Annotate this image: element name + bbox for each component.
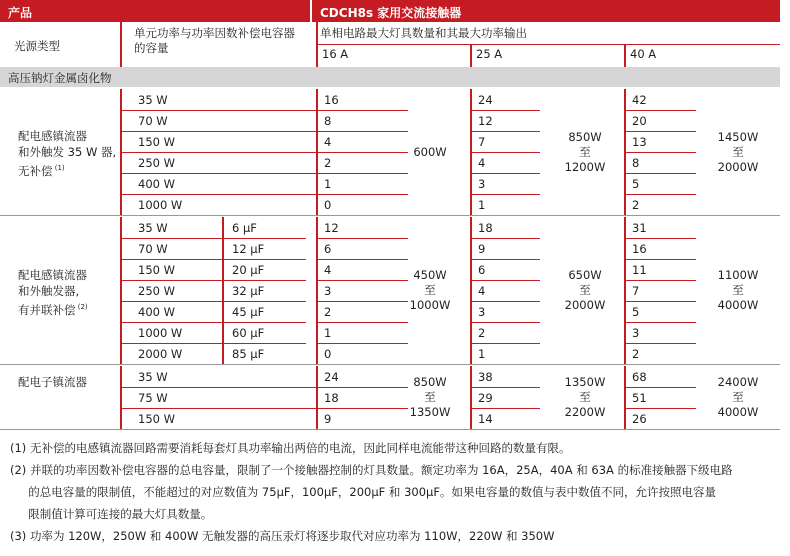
row-capacitance: 20 μF [232,263,265,277]
row-rule [316,259,408,260]
count-40a: 13 [632,135,647,149]
table-header [0,0,780,22]
row-rule [316,194,408,195]
count-25a: 1 [478,347,486,361]
count-25a: 18 [478,221,493,235]
count-40a: 42 [632,93,647,107]
row-rule [470,259,540,260]
row-capacitance: 85 μF [232,347,265,361]
count-40a: 20 [632,114,647,128]
row-capacitance: 60 μF [232,326,265,340]
count-25a: 3 [478,305,486,319]
row-wattage: 35 W [138,370,168,384]
count-25a: 4 [478,284,486,298]
row-rule [120,301,306,302]
count-25a: 12 [478,114,493,128]
count-16a: 24 [324,370,339,384]
power-range-40a: 1100W 至 4000W [717,268,759,312]
header-divider [310,0,312,22]
count-16a: 4 [324,135,332,149]
col-divider [316,217,318,364]
col-16a: 16 A [322,47,349,61]
row-wattage: 150 W [138,412,175,426]
row-wattage: 70 W [138,114,168,128]
row-rule [470,110,540,111]
power-range-25a: 650W 至 2000W [564,268,606,312]
count-25a: 4 [478,156,486,170]
group-separator [0,364,780,365]
row-rule [624,194,696,195]
row-wattage: 75 W [138,391,168,405]
row-rule [624,322,696,323]
max-output-label: 单相电路最大灯具数量和其最大功率输出 [320,26,527,40]
count-25a: 6 [478,263,486,277]
count-16a: 2 [324,305,332,319]
unit-power-label: 单元功率与功率因数补偿电容器的容量 [134,26,295,55]
row-rule [470,280,540,281]
count-25a: 14 [478,412,493,426]
row-rule [470,387,540,388]
row-rule [316,131,408,132]
row-rule [624,131,696,132]
count-40a: 16 [632,242,647,256]
count-40a: 7 [632,284,640,298]
lamp-type-label: 光源类型 [14,39,60,53]
row-rule [120,194,316,195]
row-rule [120,259,306,260]
row-rule [624,280,696,281]
count-16a: 1 [324,177,332,191]
row-rule [624,152,696,153]
row-rule [624,173,696,174]
count-40a: 51 [632,391,647,405]
section-row [0,67,780,87]
footnotes [10,437,780,547]
row-rule [120,152,316,153]
count-16a: 18 [324,391,339,405]
count-25a: 2 [478,326,486,340]
count-16a: 9 [324,412,332,426]
footnote-ref: (1) [52,164,65,172]
count-25a: 3 [478,177,486,191]
power-range-16a: 450W 至 1000W [409,268,451,312]
count-16a: 1 [324,326,332,340]
count-40a: 3 [632,326,640,340]
subheader-rule [316,44,780,45]
row-rule [120,238,306,239]
row-rule [470,322,540,323]
group-separator [0,429,780,430]
group-separator [0,215,780,216]
header-product: 产品 [8,6,33,20]
row-rule [624,110,696,111]
count-16a: 12 [324,221,339,235]
col-25a: 25 A [476,47,503,61]
col-divider [222,217,224,364]
header-contactor: CDCH8s 家用交流接触器 [320,6,462,20]
row-rule [316,173,408,174]
row-rule [316,238,408,239]
row-rule [120,110,316,111]
row-capacitance: 32 μF [232,284,265,298]
row-rule [470,408,540,409]
power-range-25a: 850W 至 1200W [564,129,606,174]
row-rule [120,131,316,132]
row-rule [624,301,696,302]
row-rule [120,387,316,388]
count-40a: 2 [632,347,640,361]
row-rule [470,343,540,344]
count-25a: 1 [478,198,486,212]
row-wattage: 150 W [138,135,175,149]
section-title: 高压钠灯金属卤化物 [8,71,112,85]
row-wattage: 1000 W [138,198,183,212]
row-capacitance: 45 μF [232,305,265,319]
group-label: 配电感镇流器 和外触发 35 W 器, 无补偿 $^{(1)}$ [18,129,117,178]
count-40a: 11 [632,263,647,277]
count-40a: 2 [632,198,640,212]
group-label: 配电感镇流器 和外触发器, 有并联补偿 $^{(2)}$ [18,267,88,317]
col-divider [120,217,122,364]
row-rule [470,131,540,132]
row-rule [120,408,316,409]
count-25a: 7 [478,135,486,149]
count-16a: 0 [324,198,332,212]
power-range-25a: 1350W 至 2200W [564,375,606,419]
power-range-40a: 1450W 至 2000W [717,129,759,174]
row-rule [624,238,696,239]
row-rule [470,173,540,174]
col-divider [470,44,472,67]
row-rule [120,343,306,344]
row-wattage: 1000 W [138,326,183,340]
col-divider [120,366,122,429]
group-label: 配电子镇流器 [18,374,87,389]
row-rule [470,238,540,239]
count-16a: 8 [324,114,332,128]
col-40a: 40 A [630,47,657,61]
count-25a: 9 [478,242,486,256]
footnote-line: 的总电容量的限制值，不能超过的对应数值为 75μF，100μF，200μF 和 300μF。如果电容量的数值与表中数值不同，允许按照电容量 [10,485,716,499]
footnote-line: 限制值计算可连接的最大灯具数量。 [10,507,213,521]
footnote-line: (2) 并联的功率因数补偿电容器的总电容量，限制了一个接触器控制的灯具数量。额定功率为 16A，25A，40A 和 63A 的标准接触器下级电路 [10,463,733,477]
col-divider [120,22,122,67]
row-wattage: 400 W [138,177,175,191]
col-divider [470,366,472,429]
count-16a: 6 [324,242,332,256]
count-25a: 38 [478,370,493,384]
footnote-line: (1) 无补偿的电感镇流器回路需要消耗每套灯具功率输出两倍的电流，因此同样电流能带这种回路的数量有限。 [10,441,571,455]
row-rule [470,301,540,302]
row-wattage: 150 W [138,263,175,277]
col-divider [470,217,472,364]
col-divider [316,366,318,429]
row-wattage: 35 W [138,221,168,235]
count-16a: 0 [324,347,332,361]
power-range-16a: 600W [413,144,447,159]
row-wattage: 2000 W [138,347,183,361]
row-rule [316,110,408,111]
row-rule [120,322,306,323]
row-rule [624,408,696,409]
row-wattage: 250 W [138,284,175,298]
row-rule [316,322,408,323]
count-40a: 31 [632,221,647,235]
count-25a: 29 [478,391,493,405]
row-wattage: 35 W [138,93,168,107]
row-rule [470,152,540,153]
row-rule [120,280,306,281]
row-rule [624,343,696,344]
power-range-40a: 2400W 至 4000W [717,375,759,419]
count-40a: 8 [632,156,640,170]
count-16a: 2 [324,156,332,170]
row-rule [470,194,540,195]
count-16a: 4 [324,263,332,277]
row-wattage: 250 W [138,156,175,170]
row-capacitance: 12 μF [232,242,265,256]
count-25a: 24 [478,93,493,107]
power-range-16a: 850W 至 1350W [409,375,451,419]
count-16a: 3 [324,284,332,298]
row-capacitance: 6 μF [232,221,257,235]
count-40a: 26 [632,412,647,426]
count-40a: 5 [632,305,640,319]
count-16a: 16 [324,93,339,107]
col-divider [316,44,318,67]
row-rule [120,173,316,174]
row-wattage: 70 W [138,242,168,256]
footnote-line: (3) 功率为 120W，250W 和 400W 无触发器的高压汞灯将逐步取代对应功率为 110W，220W 和 350W [10,529,555,543]
count-40a: 68 [632,370,647,384]
col-divider [316,22,318,44]
count-40a: 5 [632,177,640,191]
row-rule [624,259,696,260]
footnote-ref: (2) [75,302,88,311]
row-rule [624,387,696,388]
row-wattage: 400 W [138,305,175,319]
col-divider [624,44,626,67]
row-rule [316,343,408,344]
